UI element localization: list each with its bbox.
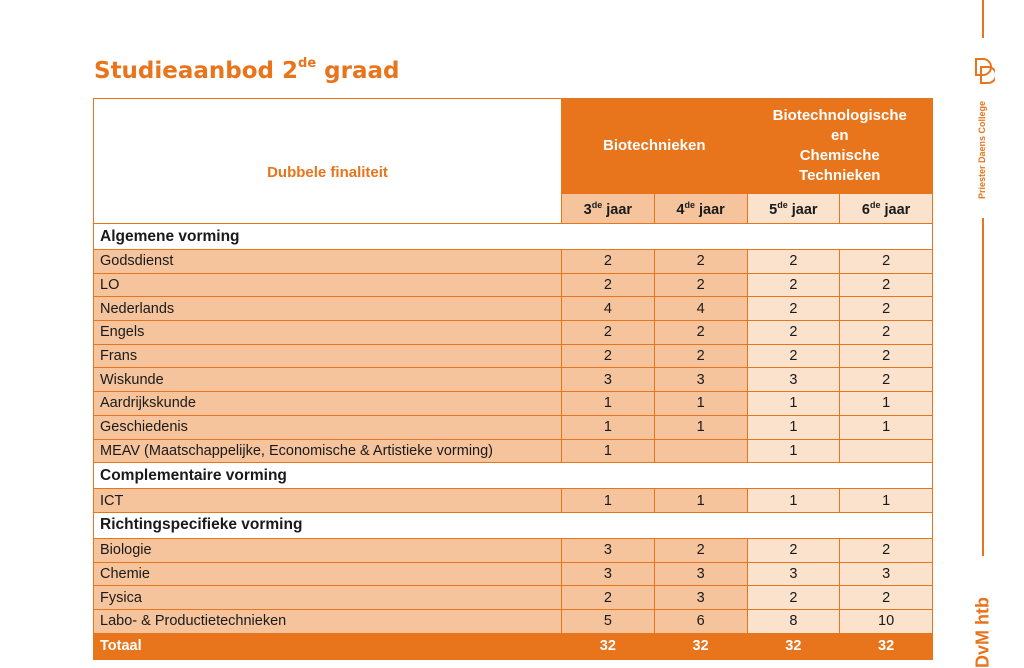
section-row-complementaire [94, 463, 933, 489]
subject-label: Labo- & Productietechnieken [94, 609, 562, 633]
year-header-6: 6de jaar [840, 194, 933, 224]
hours-cell-year-5: 1 [747, 392, 840, 416]
group2-line: Biotechnologische [772, 107, 907, 124]
title-rest: graad [316, 58, 400, 84]
hours-cell-year-5: 2 [747, 250, 840, 274]
side-bar [968, 0, 998, 668]
hours-cell-year-4: 1 [654, 489, 747, 513]
section-row-algemene [94, 224, 933, 250]
total-cell-year-3: 32 [562, 633, 655, 659]
table-header-row [94, 99, 933, 194]
hours-cell-year-5: 1 [747, 489, 840, 513]
hours-cell-year-4: 2 [654, 250, 747, 274]
hours-cell-year-6: 1 [840, 489, 933, 513]
subject-label: Chemie [94, 562, 562, 586]
hours-cell-year-3: 2 [562, 250, 655, 274]
hours-cell-year-5: 2 [747, 586, 840, 610]
subject-label: Fysica [94, 586, 562, 610]
hours-cell-year-5: 2 [747, 297, 840, 321]
hours-cell-year-3: 2 [562, 586, 655, 610]
hours-cell-year-4 [654, 439, 747, 463]
subject-label: Biologie [94, 538, 562, 562]
hours-cell-year-3: 3 [562, 368, 655, 392]
hours-cell-year-3: 1 [562, 392, 655, 416]
subject-label: Nederlands [94, 297, 562, 321]
total-cell-year-6: 32 [840, 633, 933, 659]
table-row [94, 368, 933, 392]
hours-cell-year-5: 2 [747, 321, 840, 345]
hours-cell-year-6: 1 [840, 415, 933, 439]
subject-label: Aardrijkskunde [94, 392, 562, 416]
signature-text: DvM htb [972, 597, 993, 668]
hours-cell-year-6: 2 [840, 344, 933, 368]
finaliteit-header: Dubbele finaliteit [94, 99, 562, 224]
subject-label: LO [94, 273, 562, 297]
subject-label: ICT [94, 489, 562, 513]
hours-cell-year-5: 8 [747, 609, 840, 633]
hours-cell-year-4: 3 [654, 586, 747, 610]
table-row [94, 250, 933, 274]
hours-cell-year-5: 2 [747, 538, 840, 562]
section-title: Complementaire vorming [94, 463, 933, 489]
year-header-3: 3de jaar [562, 194, 655, 224]
hours-cell-year-6: 1 [840, 392, 933, 416]
hours-cell-year-6: 10 [840, 609, 933, 633]
hours-cell-year-5: 3 [747, 562, 840, 586]
total-label: Totaal [94, 633, 562, 659]
table-row [94, 392, 933, 416]
subject-label: Engels [94, 321, 562, 345]
subject-label: Godsdienst [94, 250, 562, 274]
hours-cell-year-4: 1 [654, 392, 747, 416]
page-title [94, 58, 400, 84]
table-row [94, 489, 933, 513]
hours-cell-year-6: 3 [840, 562, 933, 586]
hours-cell-year-4: 2 [654, 273, 747, 297]
table-row [94, 538, 933, 562]
total-cell-year-5: 32 [747, 633, 840, 659]
year-header-4: 4de jaar [654, 194, 747, 224]
hours-cell-year-6: 2 [840, 321, 933, 345]
subject-label: Geschiedenis [94, 415, 562, 439]
year-header-5: 5de jaar [747, 194, 840, 224]
table-row [94, 344, 933, 368]
hours-cell-year-4: 1 [654, 415, 747, 439]
table-row [94, 321, 933, 345]
hours-cell-year-3: 4 [562, 297, 655, 321]
table-row [94, 297, 933, 321]
group-biotechnologische-header [747, 99, 933, 194]
group2-line: Chemische [799, 147, 880, 164]
side-line-mid [982, 218, 984, 556]
subject-label: Wiskunde [94, 368, 562, 392]
section-row-richting [94, 512, 933, 538]
group2-line: en [830, 127, 849, 144]
hours-cell-year-3: 3 [562, 562, 655, 586]
hours-cell-year-4: 3 [654, 562, 747, 586]
hours-cell-year-6: 2 [840, 250, 933, 274]
table-row [94, 415, 933, 439]
hours-cell-year-4: 2 [654, 344, 747, 368]
group-biotechnieken-header: Biotechnieken [562, 99, 748, 194]
hours-cell-year-6 [840, 439, 933, 463]
hours-cell-year-6: 2 [840, 368, 933, 392]
side-line-top [982, 0, 984, 38]
group2-line: Technieken [799, 167, 881, 184]
hours-cell-year-3: 5 [562, 609, 655, 633]
hours-cell-year-4: 2 [654, 321, 747, 345]
hours-cell-year-4: 6 [654, 609, 747, 633]
subject-label: MEAV (Maatschappelijke, Economische & Artistieke vorming) [94, 439, 562, 463]
hours-cell-year-3: 2 [562, 273, 655, 297]
table-row [94, 586, 933, 610]
section-title: Richtingspecifieke vorming [94, 512, 933, 538]
total-row [94, 633, 933, 659]
hours-cell-year-5: 2 [747, 344, 840, 368]
table-row [94, 609, 933, 633]
title-sup: de [298, 56, 317, 72]
college-name: Priester Daens College [977, 100, 987, 200]
subject-label: Frans [94, 344, 562, 368]
hours-cell-year-4: 4 [654, 297, 747, 321]
hours-cell-year-4: 2 [654, 538, 747, 562]
hours-cell-year-4: 3 [654, 368, 747, 392]
college-logo-icon [973, 56, 995, 86]
hours-cell-year-5: 2 [747, 273, 840, 297]
table-row [94, 273, 933, 297]
hours-cell-year-5: 1 [747, 415, 840, 439]
hours-cell-year-6: 2 [840, 273, 933, 297]
hours-cell-year-3: 2 [562, 344, 655, 368]
table-row [94, 562, 933, 586]
hours-cell-year-3: 1 [562, 415, 655, 439]
hours-cell-year-3: 1 [562, 439, 655, 463]
total-cell-year-4: 32 [654, 633, 747, 659]
table-row [94, 439, 933, 463]
hours-cell-year-6: 2 [840, 538, 933, 562]
study-table [93, 98, 933, 660]
hours-cell-year-6: 2 [840, 297, 933, 321]
hours-cell-year-5: 1 [747, 439, 840, 463]
hours-cell-year-3: 3 [562, 538, 655, 562]
title-main: Studieaanbod 2 [94, 58, 299, 84]
hours-cell-year-5: 3 [747, 368, 840, 392]
hours-cell-year-3: 2 [562, 321, 655, 345]
hours-cell-year-3: 1 [562, 489, 655, 513]
section-title: Algemene vorming [94, 224, 933, 250]
hours-cell-year-6: 2 [840, 586, 933, 610]
